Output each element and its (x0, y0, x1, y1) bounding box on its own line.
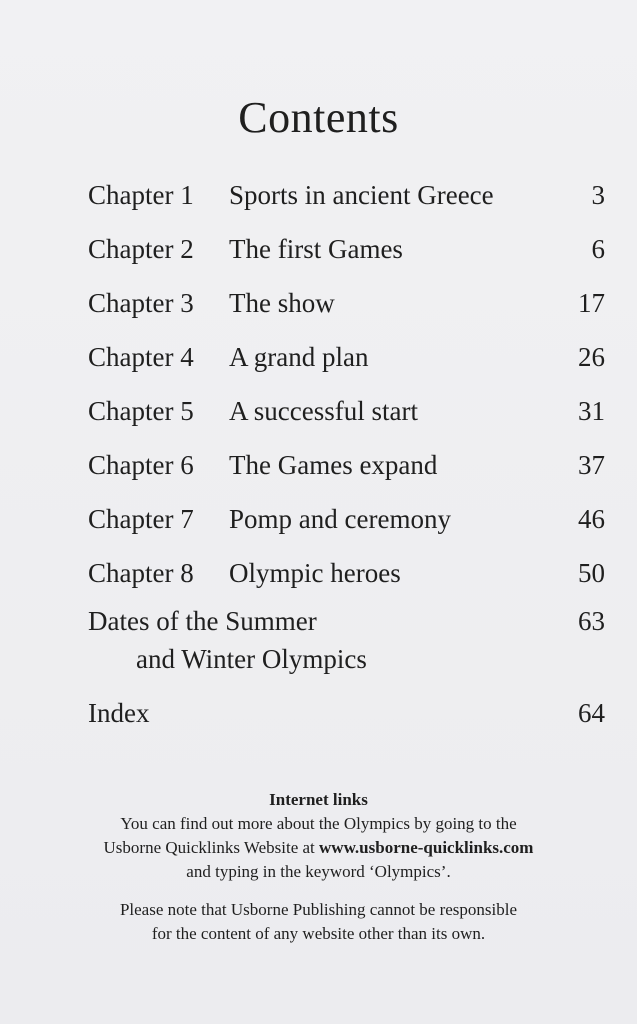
toc-entry (88, 222, 605, 276)
chapter-label: Chapter 7 (88, 504, 194, 534)
page-number: 63 (578, 606, 605, 636)
chapter-label: Chapter 5 (88, 396, 194, 426)
dates-title-line1: Dates of the Summer (88, 606, 317, 636)
toc-entry-index (88, 694, 605, 732)
chapter-label: Chapter 1 (88, 180, 194, 210)
page-title: Contents (238, 93, 399, 142)
page-number: 64 (578, 698, 605, 728)
toc-entry (88, 276, 605, 330)
chapter-title: The Games expand (229, 450, 438, 480)
internet-links-heading: Internet links (269, 790, 368, 809)
chapter-title: Sports in ancient Greece (229, 180, 494, 210)
page-number: 31 (578, 396, 605, 426)
page-number: 46 (578, 504, 605, 534)
chapter-label: Chapter 6 (88, 450, 194, 480)
internet-links-text-line3: and typing in the keyword ‘Olympics’. (186, 862, 451, 881)
internet-links-box (0, 788, 637, 946)
index-title: Index (88, 698, 150, 728)
toc-entry (88, 330, 605, 384)
chapter-label: Chapter 4 (88, 342, 194, 372)
toc-entry (88, 384, 605, 438)
chapter-title: The show (229, 288, 335, 318)
page-number: 26 (578, 342, 605, 372)
toc-entry (88, 438, 605, 492)
disclaimer-line2: for the content of any website other than its own. (151, 924, 486, 943)
page-number: 37 (578, 450, 605, 480)
internet-links-text-line1: You can find out more about the Olympics by going to the (120, 814, 517, 833)
internet-links-text-prefix: Usborne Quicklinks Website at (103, 838, 320, 857)
chapter-label: Chapter 3 (88, 288, 194, 318)
chapter-title: Pomp and ceremony (229, 504, 451, 534)
chapter-title: Olympic heroes (229, 558, 401, 588)
dates-title-line2: and Winter Olympics (136, 644, 367, 674)
internet-links-text-line2 (0, 836, 637, 860)
quicklinks-url: www.usborne-quicklinks.com (319, 838, 534, 857)
chapter-label: Chapter 2 (88, 234, 194, 264)
page-number: 6 (591, 234, 605, 264)
page-number: 50 (578, 558, 605, 588)
chapter-title: A successful start (229, 396, 418, 426)
toc-entry-dates (88, 602, 605, 678)
page-number: 3 (591, 180, 605, 210)
page-number: 17 (578, 288, 605, 318)
table-of-contents (88, 168, 605, 732)
toc-entry (88, 168, 605, 222)
disclaimer-line1: Please note that Usborne Publishing cannot be responsible (119, 900, 518, 919)
chapter-title: A grand plan (229, 342, 369, 372)
chapter-title: The first Games (229, 234, 403, 264)
chapter-label: Chapter 8 (88, 558, 194, 588)
toc-entry (88, 492, 605, 546)
toc-entry (88, 546, 605, 600)
